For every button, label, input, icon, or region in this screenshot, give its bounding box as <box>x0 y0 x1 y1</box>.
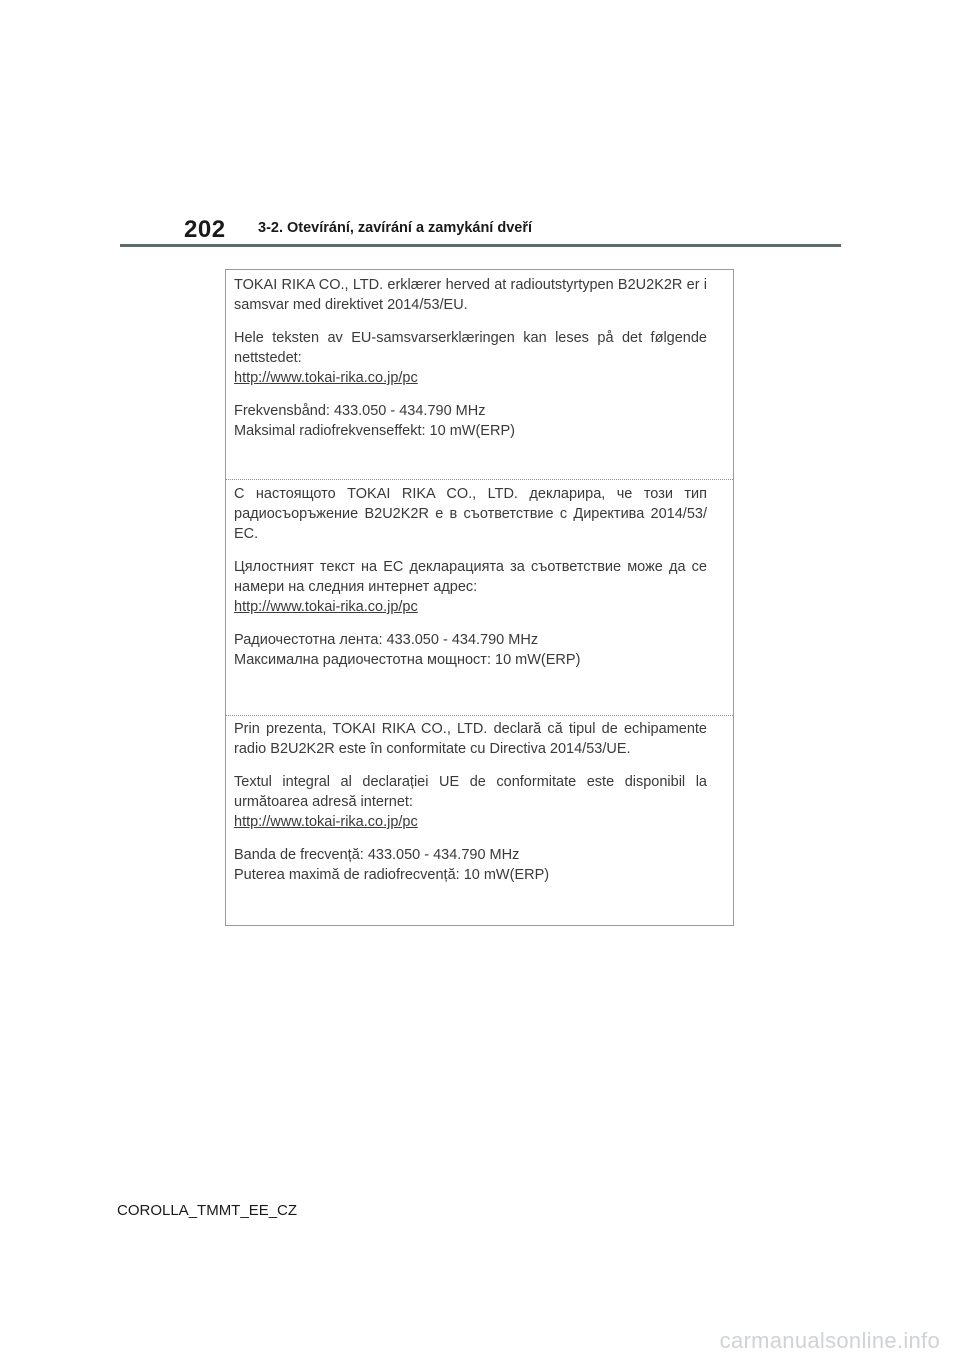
declaration-block-norwegian <box>226 275 733 441</box>
max-power: Maksimal radiofrekvenseffekt: 10 mW(ERP) <box>234 423 515 439</box>
declaration-url-link[interactable]: http://www.tokai-rika.co.jp/pc <box>234 599 418 615</box>
full-text-intro: Цялостният текст на ЕС декларацията за съответствие може да се намери на следния интернет адрес: <box>234 559 707 595</box>
declaration-url-link[interactable]: http://www.tokai-rika.co.jp/pc <box>234 370 418 386</box>
full-text-intro: Hele teksten av EU-samsvarserklæringen kan leses på det følgende nettstedet: <box>234 330 707 366</box>
max-power: Puterea maximă de radiofrecvență: 10 mW(ERP) <box>234 867 550 883</box>
full-text-intro: Textul integral al declarației UE de conformitate este disponibil la următoarea adresă internet: <box>234 774 707 810</box>
declaration-url-link[interactable]: http://www.tokai-rika.co.jp/pc <box>234 814 418 830</box>
declaration-block-bulgarian <box>226 484 733 670</box>
header-rule <box>120 244 841 247</box>
frequency-band: Радиочестотна лента: 433.050 - 434.790 MHz <box>234 632 539 648</box>
declaration-text: С настоящото TOKAI RIKA CO., LTD. декларира, че този тип радиосъоръжение B2U2K2R е в съответствие с Директива 2014/53/ЕС. <box>234 486 707 542</box>
block-divider <box>226 479 733 480</box>
declaration-text: TOKAI RIKA CO., LTD. erklærer herved at radioutstyrtypen B2U2K2R er i samsvar med direktivet 2014/53/EU. <box>234 277 707 313</box>
site-watermark: carmanualsonline.info <box>719 1328 940 1353</box>
document-code: COROLLA_TMMT_EE_CZ <box>117 1202 298 1219</box>
declaration-box <box>225 269 734 926</box>
frequency-band: Frekvensbånd: 433.050 - 434.790 MHz <box>234 403 486 419</box>
declaration-block-romanian <box>226 719 733 885</box>
frequency-band: Banda de frecvență: 433.050 - 434.790 MHz <box>234 847 520 863</box>
declaration-text: Prin prezenta, TOKAI RIKA CO., LTD. declară că tipul de echipamente radio B2U2K2R este în conformitate cu Directiva 2014/53/UE. <box>234 721 707 757</box>
max-power: Максимална радиочестотна мощност: 10 mW(ERP) <box>234 652 581 668</box>
page-number: 202 <box>184 216 226 243</box>
section-title: 3-2. Otevírání, zavírání a zamykání dveří <box>258 220 533 236</box>
block-divider <box>226 715 733 716</box>
